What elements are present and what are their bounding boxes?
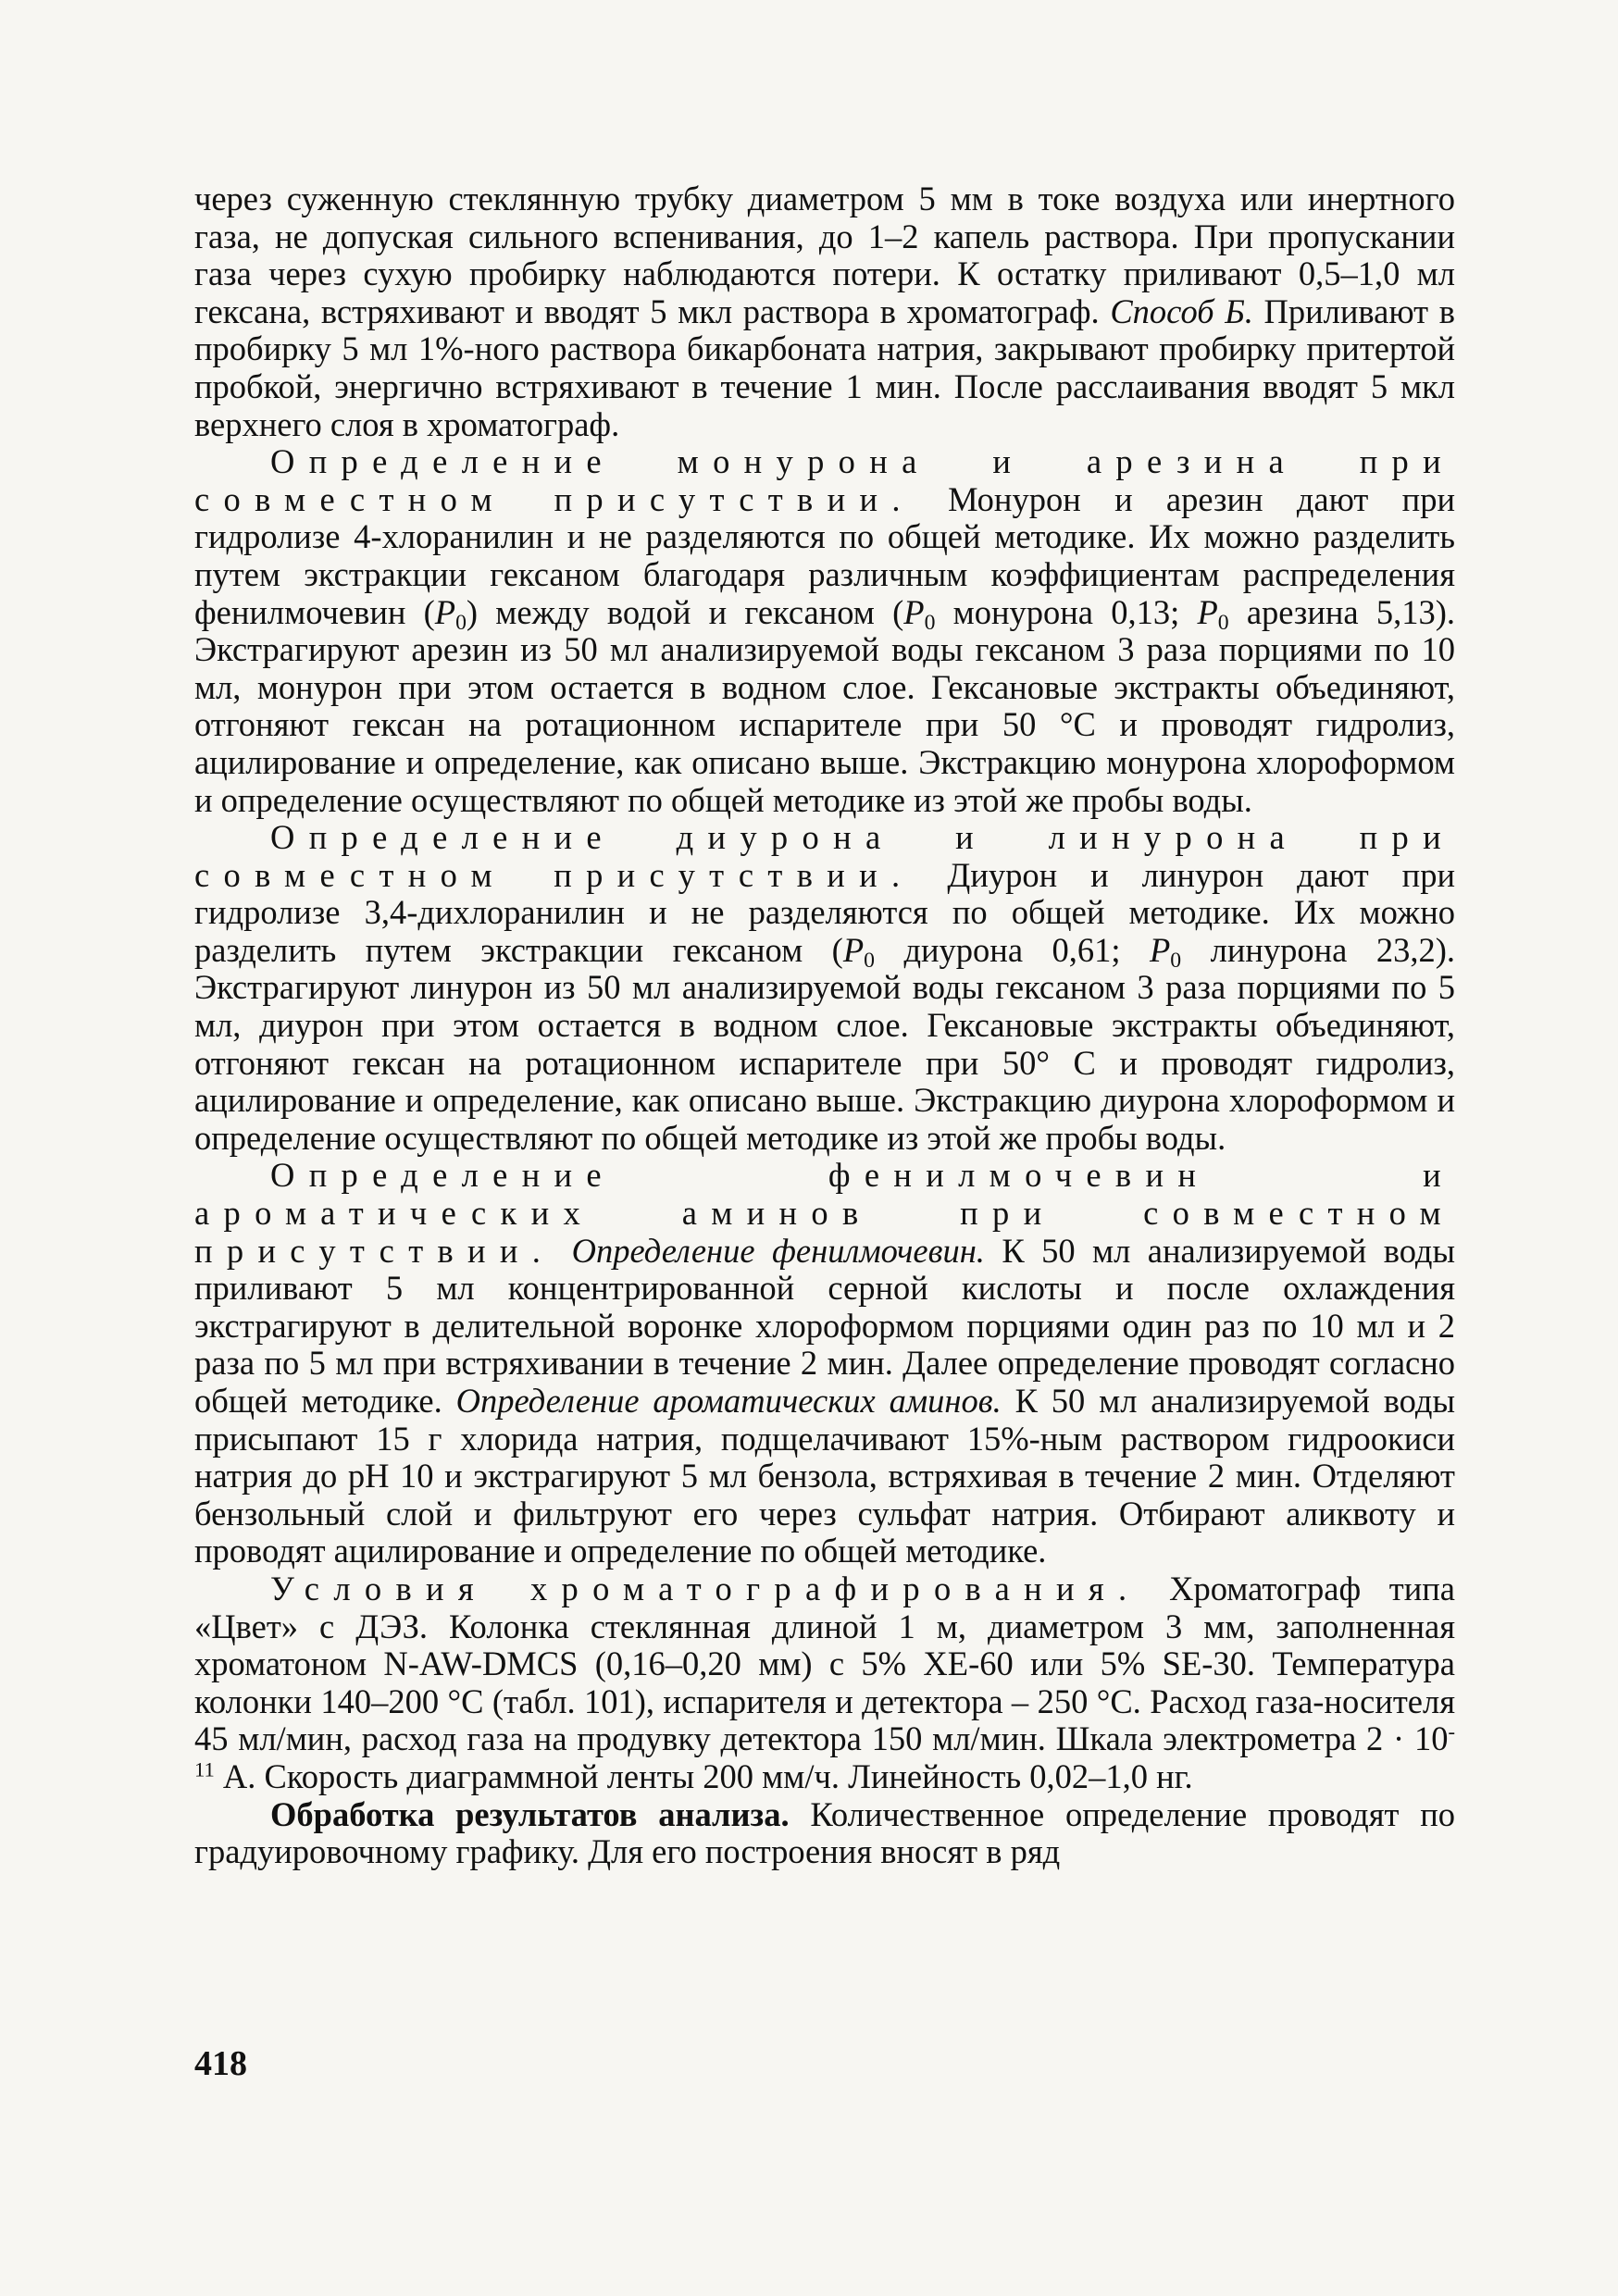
text-run: Количественное определение проводят по градуировочному графику. Для его построения вносят в ряд (194, 1794, 1455, 1871)
italic-text: Определение ароматических аминов. (455, 1382, 1002, 1420)
paragraph-chromatography-conditions (194, 1570, 1455, 1796)
text-run: через суженную стеклянную трубку диаметром 5 мм в токе воздуха или инертного газа, не допуская сильного вспенивания, до 1–2 капель раствора. При пропускании газа через сухую пробирку наблюдаются потери. К остатку приливают 0,5–1,0 мл гексана, встряхивают и вводят 5 мкл раствора в хроматограф. (194, 180, 1455, 330)
subscript: 0 (924, 610, 936, 635)
text-run: Хроматограф типа «Цвет» с ДЭЗ. Колонка стеклянная длиной 1 м, диаметром 3 мм, заполненная хроматоном N-AW-DMCS (0,16–0,20 мм) с 5% XE-60 или 5% SE-30. Температура колонки 140–200 °С (табл. 101), испарителя и детектора – 250 °С. Расход газа-носителя 45 мл/мин, расход газа на продувку детектора 150 мл/мин. Шкала электрометра 2 · 10 (194, 1569, 1455, 1758)
text-run: К 50 мл анализируемой воды присыпают 15 г хлорида натрия, подщелачивают 15%-ным раствором гидроокиси натрия до pH 10 и экстрагируют 5 мл бензола, встряхивая в течение 2 мин. Отделяют бензольный слой и фильтруют его через сульфат натрия. Отбирают аликвоту и проводят ацилирование и определение по общей методике. (194, 1382, 1455, 1570)
italic-text: P (434, 592, 456, 631)
text-run: Монурон и арезин дают при гидролизе 4-хлоранилин и не разделяются по общей методике. Их можно разделить путем экстракции гексаном благодаря различным коэффициентам распределения фенилмочевин ( (194, 479, 1455, 631)
page-number: 418 (194, 2044, 247, 2083)
italic-text: Способ Б. (1110, 292, 1253, 330)
italic-text: P (1197, 592, 1218, 631)
subscript: 0 (455, 610, 467, 635)
paragraph-continuation (194, 180, 1455, 443)
italic-text: Определение фенилмочевин. (571, 1231, 985, 1270)
bold-heading: Обработка результатов анализа. (270, 1794, 790, 1833)
italic-text: P (842, 930, 865, 969)
text-run: А. Скорость диаграммной ленты 200 мм/ч. Линейность 0,02–1,0 нг. (214, 1756, 1193, 1795)
text-run: Приливают в пробирку 5 мл 1%-ного раствора бикарбоната натрия, закрывают пробирку притертой пробкой, энергично встряхивают в течение 1 мин. После расслаивания вводят 5 мкл верхнего слоя в хроматограф. (194, 292, 1455, 443)
italic-text: P (1149, 930, 1171, 969)
paragraph-monuron-arezin (194, 443, 1455, 819)
subscript: 0 (864, 948, 875, 973)
paragraph-results-processing (194, 1796, 1455, 1871)
text-run (554, 1232, 571, 1270)
text-run: диурона 0,61; (874, 930, 1150, 969)
body-text (194, 180, 1455, 1871)
paragraph-diuron-linuron (194, 819, 1455, 1157)
spaced-heading: Определение монурона и арезина при совместном присутствии. (194, 442, 1455, 518)
text-run: ) между водой и гексаном ( (466, 592, 904, 631)
text-run: линурона 23,2). Экстрагируют линурон из 50 мл анализируемой воды гексаном 3 раза порциями по 5 мл, диурон при этом остается в водном слое. Гексановые экстракты объединяют, отгоняют гексан на ротационном испарителе при 50° С и проводят гидролиз, ацилирование и определение, как описано выше. Экстракцию диурона хлороформом и определение осуществляют по общей методике из этой же пробы воды. (194, 930, 1455, 1157)
subscript: 0 (1217, 610, 1229, 635)
italic-text: P (903, 592, 925, 631)
text-run: монурона 0,13; (935, 592, 1198, 631)
paragraph-phenylureas-amines (194, 1157, 1455, 1570)
text-run: Диурон и линурон дают при гидролизе 3,4-дихлоранилин и не разделяются по общей методике. Их можно разделить путем экстракции гексаном ( (194, 855, 1455, 969)
spaced-heading: Определение фенилмочевин и ароматических аминов при совместном присутствии. (194, 1156, 1455, 1270)
text-run: арезина 5,13). Экстрагируют арезин из 50 мл анализируемой воды гексаном 3 раза порциями по 10 мл, монурон при этом остается в водном слое. Гексановые экстракты объединяют, отгоняют гексан на ротационном испарителе при 50 °С и проводят гидролиз, ацилирование и определение, как описано выше. Экстракцию монурона хлороформом и определение осуществляют по общей методике из этой же пробы воды. (194, 592, 1455, 819)
spaced-heading: Определение диурона и линурона при совместном присутствии. (194, 818, 1455, 894)
spaced-heading: Условия хроматографирования. (270, 1569, 1141, 1607)
text-run: К 50 мл анализируемой воды приливают 5 мл концентрированной серной кислоты и после охлаждения экстрагируют в делительной воронке хлороформом порциями один раз по 10 мл и 2 раза по 5 мл при встряхивании в течение 2 мин. Далее определение проводят согласно общей методике. (194, 1231, 1456, 1420)
superscript: -11 (194, 1719, 1455, 1781)
subscript: 0 (1170, 948, 1182, 973)
